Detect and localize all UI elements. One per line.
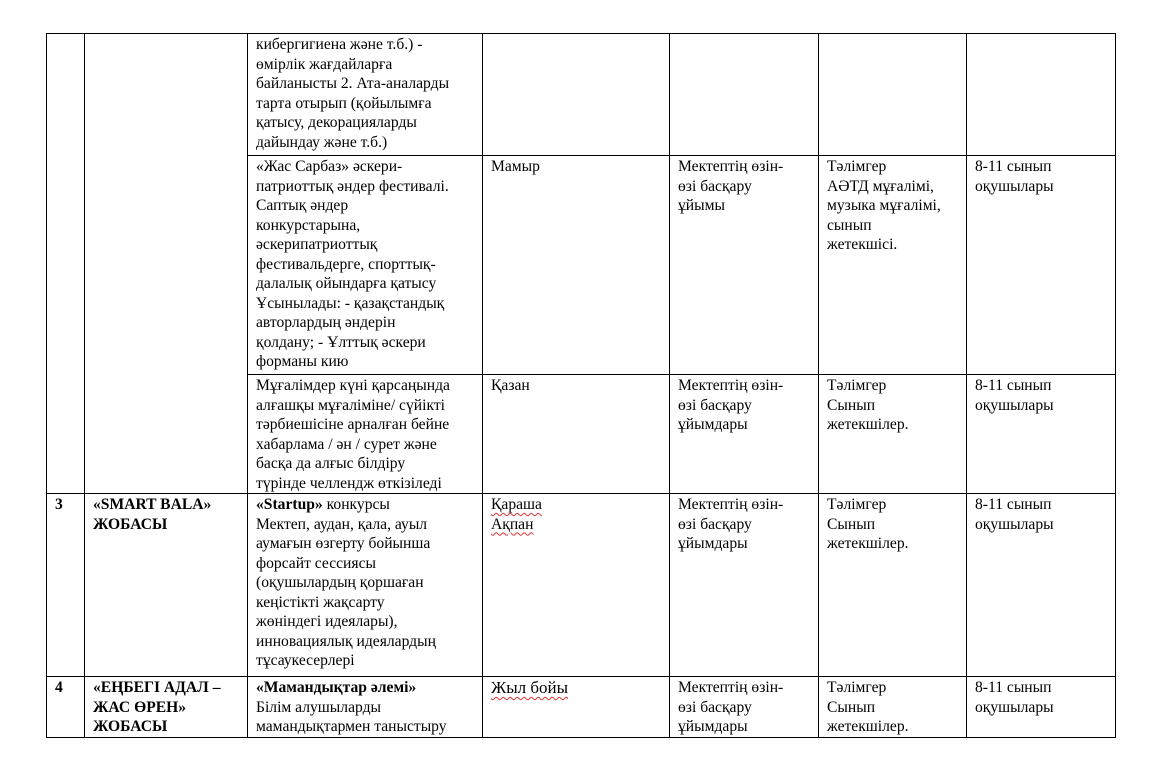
responsible-cell: Тәлімгер Сынып жетекшілер. [819, 677, 967, 738]
responsible-cell: Тәлімгер Сынып жетекшілер. [819, 375, 967, 494]
responsible-cell: Тәлімгер АӘТД мұғалімі, музыка мұғалімі, сынып жетекшісі. [819, 156, 967, 375]
table-row [47, 494, 1116, 677]
participants-cell: 8-11 сынып оқушылары [967, 494, 1116, 677]
responsible-org-cell: Мектептің өзін- өзі басқару ұйымдары [670, 494, 819, 677]
time-cell [483, 677, 670, 738]
responsible-org-cell: Мектептің өзін- өзі басқару ұйымдары [670, 677, 819, 738]
participants-cell: 8-11 сынып оқушылары [967, 375, 1116, 494]
activity-cell: «Жас Сарбаз» әскери- патриоттық әндер фестивалі. Саптық әндер конкурстарына, әскерипатриоттық фестивальдерге, спорттық- далалық ойындарға қатысу Ұсынылады: - қазақстандық авторлардың әндерін қолдану; - Ұлттық әскери форманы кию [248, 156, 483, 375]
time-text: Жыл бойы [491, 678, 569, 697]
activity-text: конкурсы Мектеп, аудан, қала, ауыл аумағын өзгерту бойынша форсайт сессиясы (оқушылардың қоршаған кеңістікті жақсарту жөніндегі идеялары), инновациялық идеялардың тұсаукесерлері [256, 496, 436, 669]
time-cell: Қазан [483, 375, 670, 494]
activity-title: «Мамандықтар әлемі» [256, 679, 417, 696]
plan-table [46, 33, 1116, 738]
activity-title: «Startup» [256, 496, 323, 513]
time-text: Қараша Ақпан [491, 496, 542, 533]
table-row [47, 677, 1116, 738]
time-cell [483, 494, 670, 677]
activity-cell: Мұғалімдер күні қарсаңында алғашқы мұғаліміне/ сүйікті тәрбиешісіне арналған бейне хабарлама / ән / сурет және басқа да алғыс білдіру түрінде челлендж өткізіледі [248, 375, 483, 494]
activity-cell: кибергигиена және т.б.) - өмірлік жағдайларға байланысты 2. Ата-аналарды тарта отырып (қойылымға қатысу, декорацияларды дайындау және т.б.) [248, 34, 483, 156]
num-cell: 4 [47, 677, 85, 738]
project-cell [85, 34, 248, 494]
project-cell: «ЕҢБЕГІ АДАЛ – ЖАС ӨРЕН» ЖОБАСЫ [85, 677, 248, 738]
time-cell [483, 34, 670, 156]
table-row [47, 34, 1116, 156]
activity-cell [248, 677, 483, 738]
activity-cell [248, 494, 483, 677]
responsible-cell: Тәлімгер Сынып жетекшілер. [819, 494, 967, 677]
participants-cell: 8-11 сынып оқушылары [967, 677, 1116, 738]
responsible-cell [819, 34, 967, 156]
num-cell [47, 34, 85, 494]
participants-cell: 8-11 сынып оқушылары [967, 156, 1116, 375]
project-cell: «SMART BALA» ЖОБАСЫ [85, 494, 248, 677]
time-cell: Мамыр [483, 156, 670, 375]
num-cell: 3 [47, 494, 85, 677]
activity-text: Білім алушыларды мамандықтармен таныстыру [256, 698, 447, 735]
responsible-org-cell: Мектептің өзін- өзі басқару ұйымы [670, 156, 819, 375]
responsible-org-cell: Мектептің өзін- өзі басқару ұйымдары [670, 375, 819, 494]
participants-cell [967, 34, 1116, 156]
responsible-org-cell [670, 34, 819, 156]
